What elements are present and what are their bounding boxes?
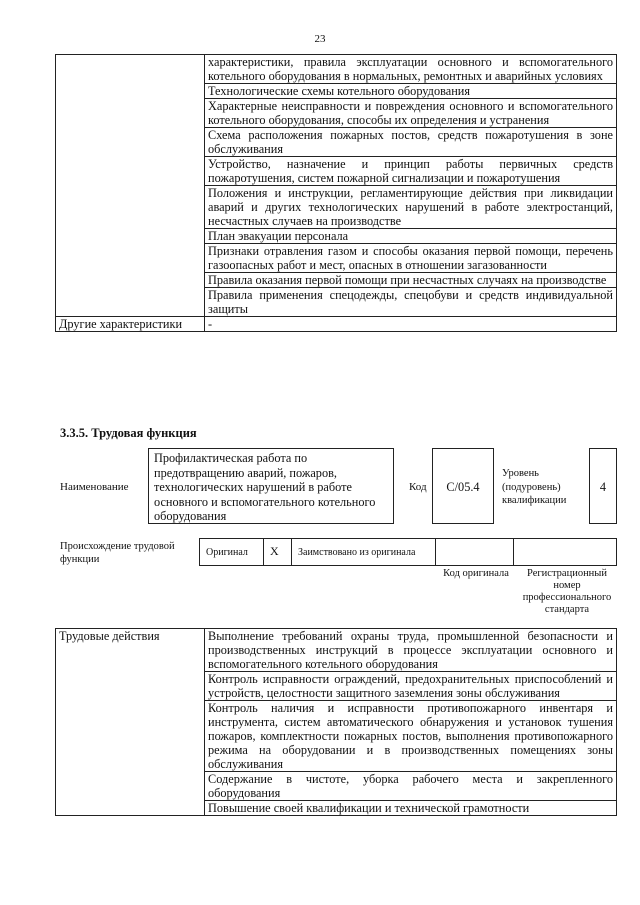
function-code-box: C/05.4: [432, 448, 494, 524]
table-row: Технологические схемы котельного оборудования: [205, 84, 617, 99]
section-title: 3.3.5. Трудовая функция: [60, 426, 197, 440]
original-mark: X: [270, 544, 279, 558]
code-label: Код: [409, 481, 427, 493]
origin-divider: [435, 538, 436, 566]
table-row: Характерные неисправности и повреждения основного и вспомогательного котельного оборудования, способы их определения и устранения: [205, 99, 617, 128]
table-row: Устройство, назначение и принцип работы первичных средств пожаротушения, систем пожарной сигнализации и пожаротушения: [205, 157, 617, 186]
origin-divider: [513, 538, 514, 566]
table-row: Содержание в чистоте, уборка рабочего места и закрепленного оборудования: [205, 772, 617, 801]
original-label: Оригинал: [206, 547, 248, 558]
table-row: Контроль исправности ограждений, предохранительных приспособлений и устройств, целостности защитного заземления зоны обслуживания: [205, 672, 617, 701]
original-code-caption: Код оригинала: [443, 568, 509, 579]
borrowed-label: Заимствовано из оригинала: [298, 547, 416, 558]
table-row: Схема расположения пожарных постов, средств пожаротушения в зоне обслуживания: [205, 128, 617, 157]
table-row: Контроль наличия и исправности противопожарного инвентаря и инструмента, систем автоматического обнаружения и установок тушения пожаров, комплектности пожарных постов, выполнения противопожарного режима на оборудовании и в производственных помещениях зоны обслуживания: [205, 701, 617, 772]
page-number: 23: [314, 33, 326, 45]
function-name-box: Профилактическая работа по предотвращению аварий, пожаров, технологических нарушений в работе основного и вспомогательного котельного оборудования: [148, 448, 394, 524]
table-row: характеристики, правила эксплуатации основного и вспомогательного котельного оборудования в нормальных, ремонтных и аварийных условиях: [205, 55, 617, 84]
knowledge-label-cell: [56, 55, 205, 317]
table-row: Признаки отравления газом и способы оказания первой помощи, перечень газоопасных работ и мест, опасных в отношении загазованности: [205, 244, 617, 273]
table-row: Правила применения спецодежды, спецобуви и средств индивидуальной защиты: [205, 288, 617, 317]
table-row: Положения и инструкции, регламентирующие действия при ликвидации аварий и других технологических нарушений в работе электростанций, несчастных случаев на производстве: [205, 186, 617, 229]
table-row: Выполнение требований охраны труда, промышленной безопасности и производственных инструкций в процессе эксплуатации основного и вспомогательного котельного оборудования: [205, 629, 617, 672]
origin-divider: [263, 538, 264, 566]
labor-actions-label: Трудовые действия: [56, 629, 205, 816]
level-label: Уровень (подуровень) квалификации: [502, 468, 567, 506]
table-row: План эвакуации персонала: [205, 229, 617, 244]
origin-label: Происхождение трудовой функции: [60, 541, 175, 565]
name-label: Наименование: [60, 481, 129, 493]
other-characteristics-value: -: [205, 317, 617, 332]
knowledge-table: [55, 54, 617, 332]
table-row: Повышение своей квалификации и технической грамотности: [205, 801, 617, 816]
registration-number-caption: Регистрационный номер профессионального стандарта: [522, 568, 612, 615]
other-characteristics-label: Другие характеристики: [56, 317, 205, 332]
origin-divider: [291, 538, 292, 566]
table-row: Правила оказания первой помощи при несчастных случаях на производстве: [205, 273, 617, 288]
labor-actions-table: [55, 628, 617, 816]
level-box: 4: [589, 448, 617, 524]
